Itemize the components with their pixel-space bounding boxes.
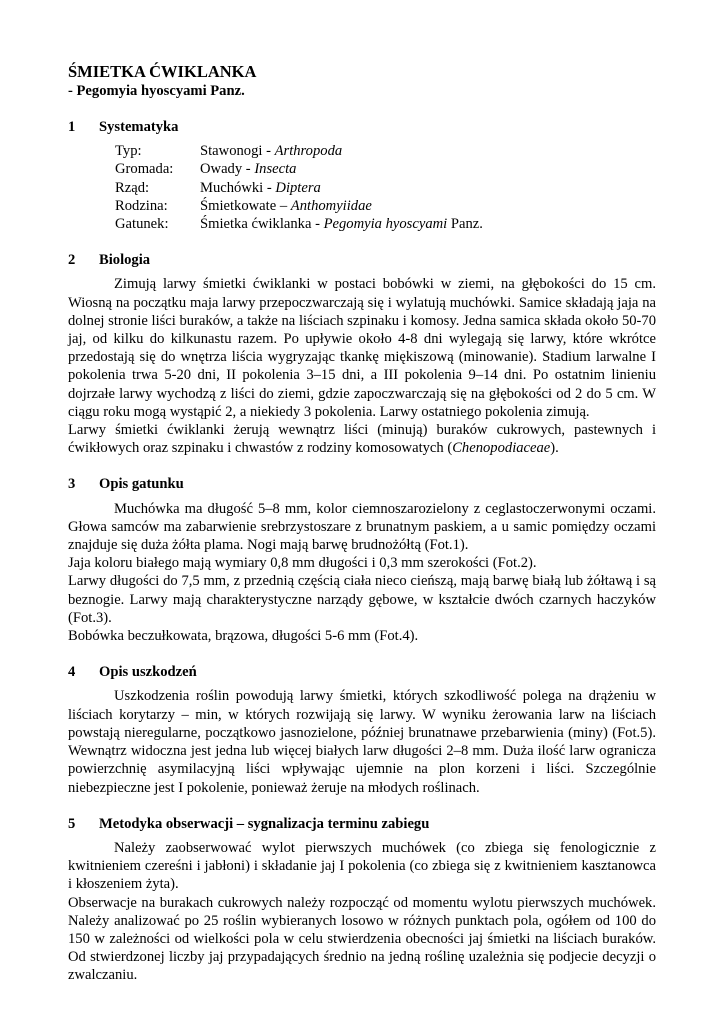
taxonomy-row (115, 160, 656, 178)
section-number: 2 (68, 252, 76, 269)
taxonomy-value-text: Śmietka ćwiklanka - (200, 216, 324, 233)
latin-name: Chenopodiaceae (452, 440, 551, 457)
paragraph: Bobówka beczułkowata, brązowa, długości 5-6 mm (Fot.4). (68, 628, 419, 645)
taxonomy-value-suffix: Panz. (447, 216, 483, 233)
taxonomy-value (200, 142, 342, 160)
section-heading (68, 475, 656, 493)
taxonomy-value (200, 160, 296, 178)
section-title: Metodyka obserwacji – sygnalizacja terminu zabiegu (99, 815, 430, 832)
taxonomy-key: Typ: (115, 143, 142, 160)
section-number: 4 (68, 664, 76, 681)
section-opis-gatunku (68, 475, 656, 645)
taxonomy-row (115, 142, 656, 160)
section-title: Opis gatunku (99, 476, 184, 493)
taxonomy-value (200, 197, 372, 215)
taxonomy-value-latin: Insecta (254, 161, 297, 178)
document-page (68, 62, 656, 1003)
taxonomy-value-text: Śmietkowate – (200, 197, 291, 214)
taxonomy-value-latin: Pegomyia hyoscyami (323, 216, 448, 233)
section-opis-uszkodzen (68, 663, 656, 796)
taxonomy-row (115, 179, 656, 197)
section-biologia (68, 251, 656, 457)
taxonomy-key: Rząd: (115, 179, 150, 196)
section-number: 3 (68, 476, 76, 493)
paragraph: Muchówka ma długość 5–8 mm, kolor ciemnoszarozielony z ceglastoczerwonymi oczami. Głowa samców ma zabarwienie srebrzystoszare z brunatnym paskiem, a u samic pomiędzy oczami znajduje się duża żółta plama. Nogi mają barwę brudnożółtą (Fot.1). (68, 500, 656, 554)
taxonomy-row (115, 215, 656, 233)
section-metodyka-obserwacji (68, 815, 656, 985)
paragraph: Larwy długości do 7,5 mm, z przednią częścią ciała nieco cieńszą, mają barwę białą lub żółtawą i są beznogie. Larwy mają charakterystyczne narządy gębowe, w kształcie dwóch czarnych haczyków (Fot.3). (68, 573, 656, 626)
section-heading (68, 251, 656, 269)
paragraph-text-end: ). (550, 440, 559, 457)
section-number: 1 (68, 119, 76, 135)
paragraph: Obserwacje na burakach cukrowych należy rozpocząć od momentu wylotu pierwszych muchówek. Należy analizować po 25 roślin wybieranych losowo w różnych punktach pola, ogółem od 100 do 150 w zależności od wielkości pola w celu stwierdzenia obecności jaj śmietki na liściach buraków. Od stwierdzonej liczby jaj przypadających średnio na jedną roślinę uzależnia się podjecie decyzji o zwalczaniu. (68, 894, 656, 984)
taxonomy-value-latin: Anthomyiidae (290, 197, 372, 214)
section-heading (68, 118, 656, 136)
section-number: 5 (68, 815, 76, 832)
taxonomy-table (115, 142, 656, 233)
section-title: Opis uszkodzeń (99, 664, 197, 681)
section-title: Systematyka (99, 119, 179, 135)
paragraph: Należy zaobserwować wylot pierwszych muchówek (co zbiega się fenologicznie z kwitnieniem czereśni i jabłoni) i składanie jaj I pokolenia (co zbiega się z kwitnieniem kasztanowca i kłoszeniem żyta). (68, 839, 656, 893)
page-subtitle: - Pegomyia hyoscyami Panz. (68, 83, 245, 99)
section-systematyka (68, 118, 656, 233)
taxonomy-key: Gatunek: (115, 216, 169, 233)
taxonomy-value (200, 179, 321, 197)
paragraph-text: Larwy śmietki ćwiklanki żerują wewnątrz liści (minują) buraków cukrowych, pastewnych i ćwikłowych oraz szpinaku i chwastów z rodziny komosowatych ( (68, 422, 656, 457)
taxonomy-key: Rodzina: (115, 197, 168, 214)
section-title: Biologia (99, 252, 151, 269)
taxonomy-value-text: Owady - (200, 161, 255, 178)
section-heading (68, 663, 656, 681)
paragraph: Uszkodzenia roślin powodują larwy śmietki, których szkodliwość polega na drążeniu w liściach korytarzy – min, w których rozwijają się larwy. W wyniku żerowania larw na liściach powstają nieregularne, początkowo jasnozielone, później brunatnawe przebarwienia (miny) (Fot.5). Wewnątrz widoczna jest jedna lub więcej białych larw długości 2–8 mm. Duża ilość larw ogranicza powierzchnię asymilacyjną liści wpływając ujemnie na plon korzeni i liści. Szczególnie niebezpieczne jest I pokolenie, ponieważ żeruje na młodych roślinach. (68, 688, 656, 796)
paragraph: Jaja koloru białego mają wymiary 0,8 mm długości i 0,3 mm szerokości (Fot.2). (68, 555, 537, 572)
taxonomy-value-latin: Diptera (275, 179, 321, 196)
page-title: ŚMIETKA ĆWIKLANKA (68, 62, 257, 81)
section-heading (68, 815, 656, 833)
paragraph (68, 421, 656, 457)
taxonomy-value-latin: Arthropoda (274, 143, 343, 160)
taxonomy-key: Gromada: (115, 161, 174, 178)
paragraph: Zimują larwy śmietki ćwiklanki w postaci bobówki w ziemi, na głębokości do 15 cm. Wiosną na początku maja larwy przepoczwarczają się i wylatują muchówki. Samice składają jaja na dolnej stronie liści buraków, a także na liściach szpinaku i komosy. Jedna samica składa około 50-70 jaj, od kilku do kilkunastu razem. Po upływie około 4-8 dni wylegają się larwy, które wkrótce przedostają się do wnętrza liścia wygryzając tkankę miękiszową (minowanie). Stadium larwalne I pokolenia trwa 5-20 dni, II pokolenia 3–15 dni, a III pokolenia 9–14 dni. Po ostatnim linieniu dojrzałe larwy wychodzą z liści do ziemi, gdzie zapoczwarczają się na głębokości od 2 do 5 cm. W ciągu roku mogą wystąpić 2, a niekiedy 3 pokolenia. Larwy ostatniego pokolenia zimują. (68, 276, 656, 420)
taxonomy-value (200, 215, 483, 233)
taxonomy-value-text: Stawonogi - (200, 143, 275, 160)
taxonomy-value-text: Muchówki - (200, 179, 276, 196)
taxonomy-row (115, 197, 656, 215)
